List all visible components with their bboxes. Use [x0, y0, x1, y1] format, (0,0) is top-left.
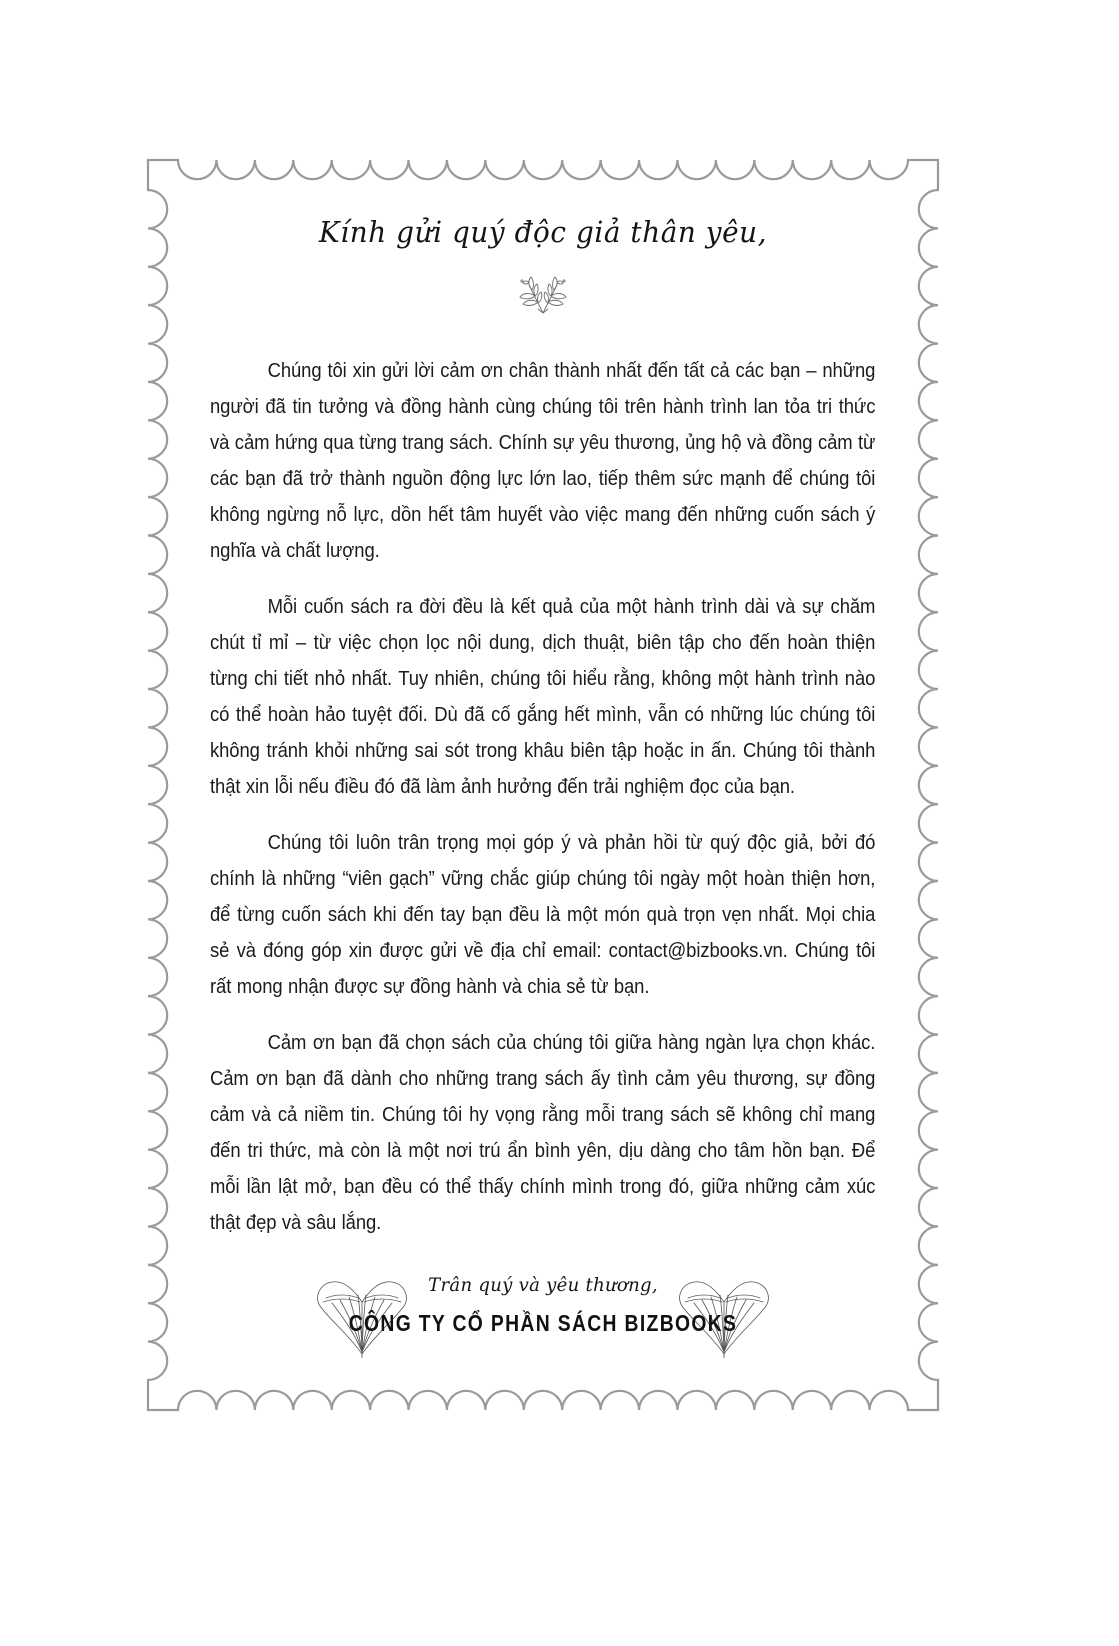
- paragraph-4: Cảm ơn bạn đã chọn sách của chúng tôi giữa hàng ngàn lựa chọn khác. Cảm ơn bạn đã dành cho những trang sách ấy tình cảm yêu thương, sự đồng cảm và cả niềm tin. Chúng tôi hy vọng rằng mỗi trang sách sẽ không chỉ mang đến tri thức, mà còn là một nơi trú ẩn bình yên, dịu dàng cho tâm hồn bạn. Để mỗi lần lật mở, bạn đều có thể thấy chính mình trong đó, giữa những cảm xúc thật đẹp và sâu lắng.: [210, 1031, 876, 1234]
- signature-block: [210, 1248, 876, 1378]
- signature-row: [210, 1248, 876, 1378]
- paragraph-2: Mỗi cuốn sách ra đời đều là kết quả của một hành trình dài và sự chăm chút tỉ mỉ – từ việc chọn lọc nội dung, dịch thuật, biên tập cho đến hoàn thiện từng chi tiết nhỏ nhất. Tuy nhiên, chúng tôi hiểu rằng, không một hành trình nào có thể hoàn hảo tuyệt đối. Dù đã cố gắng hết mình, vẫn có những lúc chúng tôi không tránh khỏi những sai sót trong khâu biên tập hoặc in ấn. Chúng tôi thành thật xin lỗi nếu điều đó đã làm ảnh hưởng đến trải nghiệm đọc của bạn.: [210, 595, 876, 798]
- letter-content: [210, 215, 876, 1241]
- paragraph-1: Chúng tôi xin gửi lời cảm ơn chân thành nhất đến tất cả các bạn – những người đã tin tưởng và đồng hành cùng chúng tôi trên hành trình lan tỏa tri thức và cảm hứng qua từng trang sách. Chính sự yêu thương, ủng hộ và đồng cảm từ các bạn đã trở thành nguồn động lực lớn lao, tiếp thêm sức mạnh để chúng tôi không ngừng nỗ lực, dồn hết tâm huyết vào việc mang đến những cuốn sách ý nghĩa và chất lượng.: [210, 359, 876, 562]
- signature-closing: Trân quý và yêu thương,: [428, 1274, 658, 1296]
- paragraph-3: Chúng tôi luôn trân trọng mọi góp ý và phản hồi từ quý độc giả, bởi đó chính là những “viên gạch” vững chắc giúp chúng tôi ngày một hoàn thiện hơn, để từng cuốn sách khi đến tay bạn đều là một món quà trọn vẹn nhất. Mọi chia sẻ và đóng góp xin được gửi về địa chỉ email: contact@bizbooks.vn. Chúng tôi rất mong nhận được sự đồng hành và chia sẻ từ bạn.: [210, 831, 876, 998]
- letter-paragraphs: [210, 353, 876, 1241]
- signature-text: [210, 1274, 876, 1337]
- page-title: Kính gửi quý độc giả thân yêu,: [318, 215, 768, 249]
- olive-branch-ornament-icon: [488, 269, 598, 315]
- signature-company-name: CÔNG TY CỔ PHẦN SÁCH BIZBOOKS: [348, 1310, 738, 1336]
